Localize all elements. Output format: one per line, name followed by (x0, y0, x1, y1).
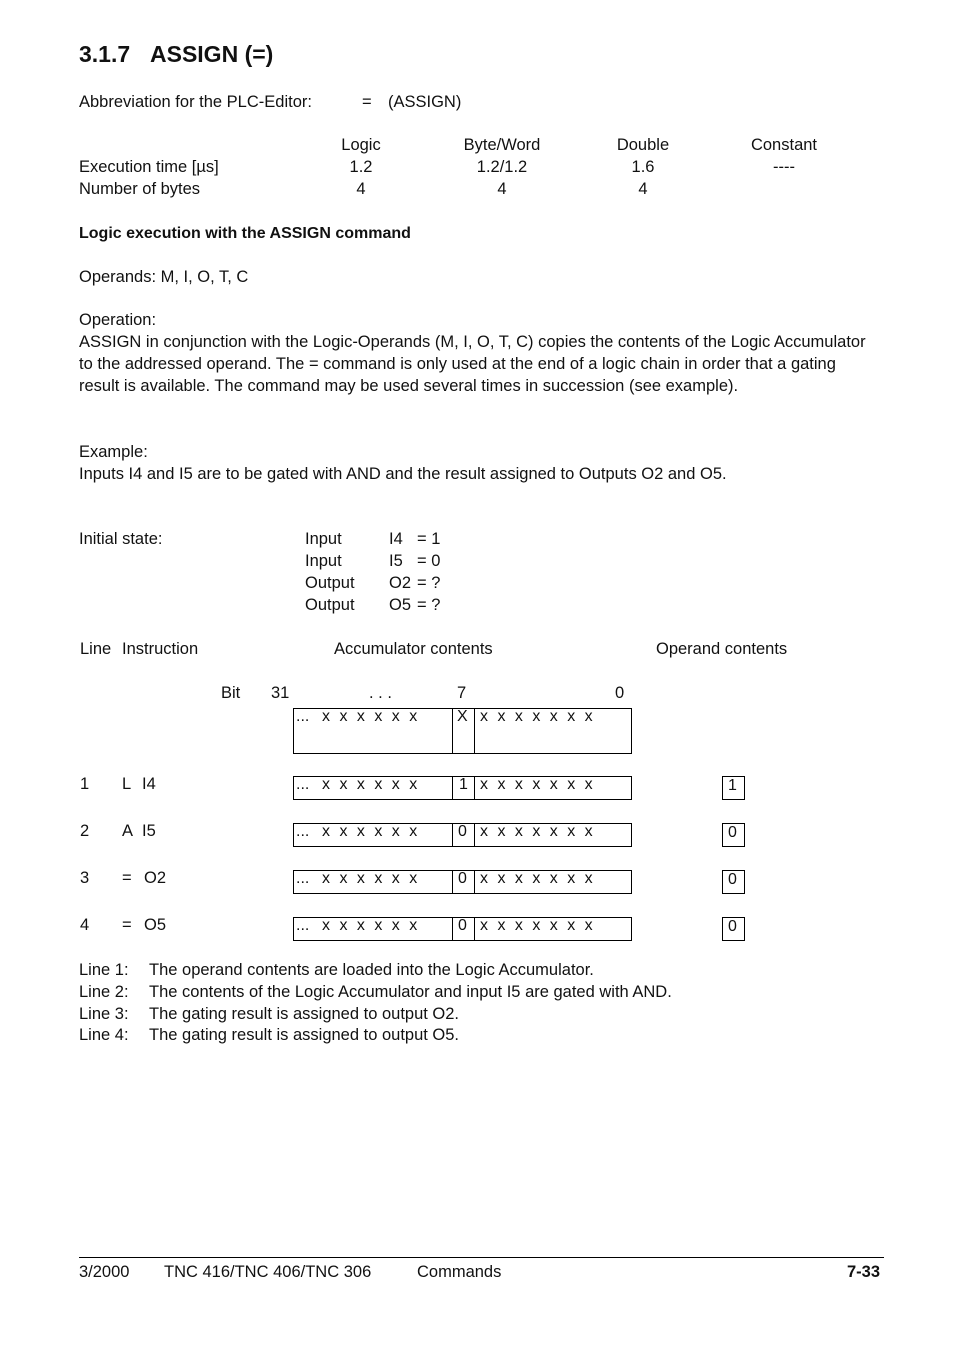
note-label: Line 1: (79, 961, 129, 979)
state-value: = ? (417, 596, 441, 614)
timing-header-byteword: Byte/Word (463, 136, 541, 154)
instruction-operand: I4 (142, 775, 156, 793)
register-bit7: X (457, 708, 468, 725)
instruction-op: = (122, 916, 132, 934)
section-number: 3.1.7 (79, 41, 131, 67)
timing-row-label: Number of bytes (79, 180, 201, 198)
timing-cell: 1.6 (631, 158, 655, 176)
timing-header-logic: Logic (341, 136, 381, 154)
register-low-bits: x x x x x x x (480, 708, 593, 725)
state-value: = ? (417, 574, 441, 592)
timing-cell: 4 (638, 180, 648, 198)
accumulator-register (293, 776, 632, 800)
timing-cell: 4 (356, 180, 366, 198)
register-prefix: ... (296, 917, 310, 934)
note-text: The contents of the Logic Accumulator and input I5 are gated with AND. (149, 983, 672, 1001)
register-low-bits: x x x x x x x (480, 823, 593, 840)
timing-cell: 1.2/1.2 (476, 158, 528, 176)
line-number: 1 (80, 775, 90, 793)
state-type: Input (305, 552, 342, 570)
subheading: Logic execution with the ASSIGN command (79, 225, 411, 242)
register-bit7: 1 (459, 776, 468, 793)
bit-dots: . . . (369, 684, 392, 702)
register-bit7: 0 (458, 823, 467, 840)
accumulator-register (293, 917, 632, 941)
state-operand: O5 (389, 596, 412, 614)
operands-text: Operands: M, I, O, T, C (79, 268, 249, 286)
col-instruction-header: Instruction (122, 640, 199, 658)
footer-model: TNC 416/TNC 406/TNC 306 (164, 1263, 372, 1281)
note-label: Line 2: (79, 983, 129, 1001)
operand-value-box: 0 (722, 870, 745, 894)
register-prefix: ... (296, 776, 310, 793)
line-number: 2 (80, 822, 90, 840)
timing-cell: ---- (773, 158, 795, 176)
note-text: The operand contents are loaded into the Logic Accumulator. (149, 961, 594, 979)
instruction-operand: O2 (144, 869, 167, 887)
operation-text: ASSIGN in conjunction with the Logic-Operands (M, I, O, T, C) copies the contents of the Logic Accumulator to the addressed operand. The = command is only used at the end of a logic chain in order that a gating result is available. The command may be used several times in succession (see example). (79, 333, 866, 395)
timing-header-double: Double (616, 136, 670, 154)
register-high-bits: x x x x x x (322, 823, 418, 840)
note-text: The gating result is assigned to output O2. (149, 1005, 460, 1023)
register-high-bits: x x x x x x (322, 917, 418, 934)
timing-row-label: Execution time [µs] (79, 158, 219, 176)
register-low-bits: x x x x x x x (480, 776, 593, 793)
bit-31-label: 31 (271, 684, 290, 702)
footer-divider (79, 1257, 884, 1258)
register-prefix: ... (296, 823, 310, 840)
example-text: Inputs I4 and I5 are to be gated with AND and the result assigned to Outputs O2 and O5. (79, 465, 727, 483)
state-operand: I5 (389, 552, 403, 570)
instruction-op: L (122, 775, 132, 793)
operand-value-box: 0 (722, 823, 745, 847)
bit-label: Bit (221, 684, 241, 702)
state-type: Output (305, 574, 355, 592)
abbreviation-label: Abbreviation for the PLC-Editor: (79, 93, 312, 111)
state-operand: I4 (389, 530, 403, 548)
col-line-header: Line (80, 640, 112, 658)
timing-cell: 1.2 (349, 158, 373, 176)
register-low-bits: x x x x x x x (480, 870, 593, 887)
register-prefix: ... (296, 708, 310, 725)
state-type: Input (305, 530, 342, 548)
timing-cell: 4 (497, 180, 507, 198)
note-text: The gating result is assigned to output O5. (149, 1026, 460, 1044)
section-title: ASSIGN (=) (150, 41, 274, 67)
instruction-op: = (122, 869, 132, 887)
line-number: 4 (80, 916, 90, 934)
bit-7-label: 7 (457, 684, 467, 702)
register-low-bits: x x x x x x x (480, 917, 593, 934)
note-label: Line 3: (79, 1005, 129, 1023)
initial-state-label: Initial state: (79, 530, 163, 548)
footer-date: 3/2000 (79, 1263, 130, 1281)
instruction-operand: O5 (144, 916, 167, 934)
abbreviation-symbol: = (362, 93, 372, 111)
timing-header-constant: Constant (750, 136, 818, 154)
footer-chapter: Commands (417, 1263, 502, 1281)
accumulator-register-header (293, 708, 632, 754)
operand-value-box: 0 (722, 917, 745, 941)
operand-value-box: 1 (722, 776, 745, 800)
example-label: Example: (79, 443, 148, 461)
accumulator-register (293, 823, 632, 847)
bit-0-label: 0 (615, 684, 625, 702)
state-value: = 0 (417, 552, 441, 570)
register-prefix: ... (296, 870, 310, 887)
col-accumulator-header: Accumulator contents (334, 640, 493, 658)
footer-page-number: 7-33 (846, 1263, 880, 1281)
register-high-bits: x x x x x x (322, 776, 418, 793)
accumulator-register (293, 870, 632, 894)
operation-label: Operation: (79, 311, 157, 329)
register-bit7: 0 (458, 917, 467, 934)
note-label: Line 4: (79, 1026, 129, 1044)
register-high-bits: x x x x x x (322, 708, 418, 725)
abbreviation-name: (ASSIGN) (388, 93, 462, 111)
instruction-operand: I5 (142, 822, 156, 840)
state-type: Output (305, 596, 355, 614)
state-operand: O2 (389, 574, 412, 592)
instruction-op: A (122, 822, 134, 840)
line-number: 3 (80, 869, 90, 887)
col-operand-header: Operand contents (656, 640, 788, 658)
register-bit7: 0 (458, 870, 467, 887)
state-value: = 1 (417, 530, 441, 548)
register-high-bits: x x x x x x (322, 870, 418, 887)
